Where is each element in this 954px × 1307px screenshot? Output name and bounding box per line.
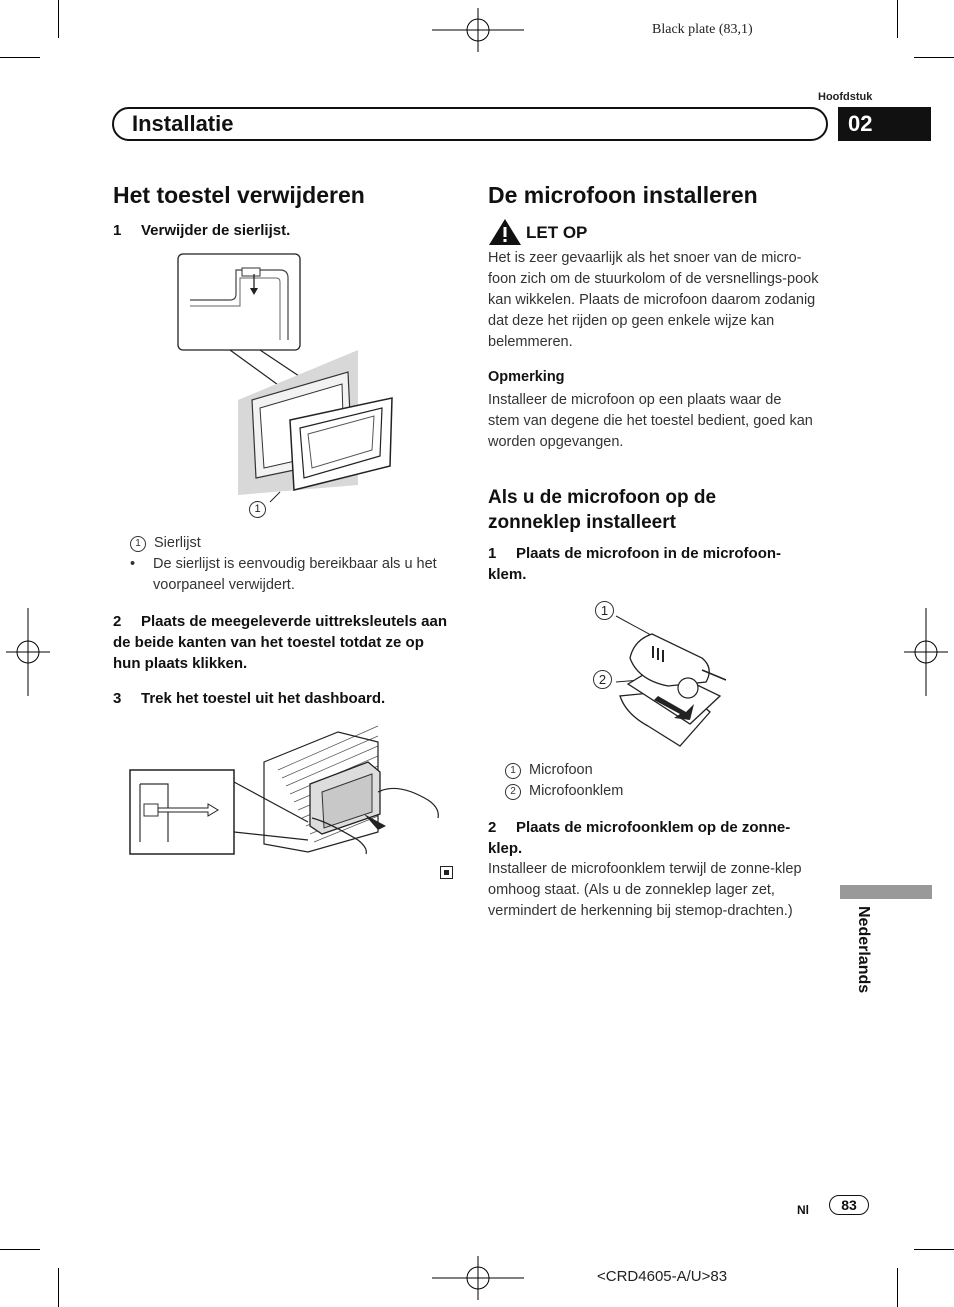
language-tab <box>850 906 874 1016</box>
document-code: <CRD4605-A/U>83 <box>597 1268 728 1285</box>
right-section-title: De microfoon installeren <box>488 182 758 208</box>
figure2-callout-1: 1 <box>595 601 614 620</box>
trim-ring-illustration <box>170 250 400 530</box>
warning-triangle-icon <box>488 218 522 246</box>
left-section-title: Het toestel verwijderen <box>113 182 365 208</box>
step-text: Verwijder de sierlijst. <box>141 222 291 239</box>
left-step-2 <box>113 611 455 674</box>
right-subsection-title: Als u de microfoon op de zonneklep installeert <box>488 487 717 533</box>
bullet-text: De sierlijst is eenvoudig bereikbaar als u het voorpaneel verwijdert. <box>153 556 437 593</box>
right-step-2 <box>488 817 823 859</box>
legend-item <box>130 533 201 554</box>
legend-item <box>505 781 623 802</box>
left-step-1 <box>113 220 453 241</box>
crop-mark <box>897 1268 898 1307</box>
crop-mark <box>897 0 898 38</box>
figure1-callout: 1 <box>249 501 266 518</box>
crop-mark <box>914 57 954 58</box>
chapter-label: Hoofdstuk <box>818 91 873 103</box>
page-number: 83 <box>829 1195 869 1215</box>
left-step-3 <box>113 688 455 709</box>
language-code: Nl <box>797 1203 809 1217</box>
chapter-number-box <box>838 107 931 141</box>
step-text: Plaats de meegeleverde uittreksleutels aan de beide kanten van het toestel totdat ze op hun plaats klikken. <box>113 613 447 672</box>
chapter-number: 02 <box>848 111 873 136</box>
note-label: Opmerking <box>488 369 565 385</box>
microphone-clip-illustration <box>590 596 740 748</box>
bullet-item <box>130 554 450 596</box>
step-number: 2 <box>113 613 122 630</box>
chapter-title: Installatie <box>132 111 234 136</box>
legend-text: Sierlijst <box>154 535 201 551</box>
registration-mark-top <box>432 8 524 52</box>
end-marker-dot <box>444 870 449 875</box>
registration-mark-bottom <box>432 1256 524 1300</box>
registration-mark-left <box>6 608 50 696</box>
legend-number: 2 <box>505 784 521 800</box>
crop-mark <box>914 1249 954 1250</box>
caution-label: LET OP <box>526 223 588 242</box>
step-text: Plaats de microfoon in de microfoon-klem. <box>488 545 782 583</box>
step-number: 2 <box>488 819 497 836</box>
unit-removal-illustration <box>128 722 448 862</box>
step-number: 1 <box>113 222 122 239</box>
language-label: Nederlands <box>855 906 872 994</box>
registration-mark-right <box>904 608 948 696</box>
figure2-callout-2: 2 <box>593 670 612 689</box>
legend-number: 1 <box>130 536 146 552</box>
crop-mark <box>0 1249 40 1250</box>
crop-mark <box>58 1268 59 1307</box>
right-step-1 <box>488 543 818 585</box>
legend-text: Microfoonklem <box>529 783 624 799</box>
legend-item <box>505 760 593 781</box>
step-text: Plaats de microfoonklem op de zonne-klep. <box>488 819 791 857</box>
crop-mark <box>58 0 59 38</box>
legend-number: 1 <box>505 763 521 779</box>
step-text: Trek het toestel uit het dashboard. <box>141 690 386 707</box>
chapter-title-bar <box>112 107 828 141</box>
crop-mark <box>0 57 40 58</box>
bullet-dot: • <box>130 556 136 572</box>
caution-text: Het is zeer gevaarlijk als het snoer van de micro-foon zich om de stuurkolom of de versnellings-pook kan wikkelen. Plaats de microfoon daarom zodanig dat deze het rijden op geen enkele wijze kan belemmeren. <box>488 250 819 350</box>
print-plate-label: Black plate (83,1) <box>652 22 753 37</box>
language-tab-bar <box>840 885 932 899</box>
step-number: 3 <box>113 690 122 707</box>
legend-text: Microfoon <box>529 762 593 778</box>
step-number: 1 <box>488 545 497 562</box>
end-of-section-marker <box>440 866 453 879</box>
note-text: Installeer de microfoon op een plaats waar de stem van degene die het toestel bedient, goed kan worden opgevangen. <box>488 392 813 450</box>
right-step-2-text: Installeer de microfoonklem terwijl de zonne-klep omhoog staat. (Als u de zonneklep lager zet, vermindert de herkenning bij stemop-drachten.) <box>488 861 802 919</box>
